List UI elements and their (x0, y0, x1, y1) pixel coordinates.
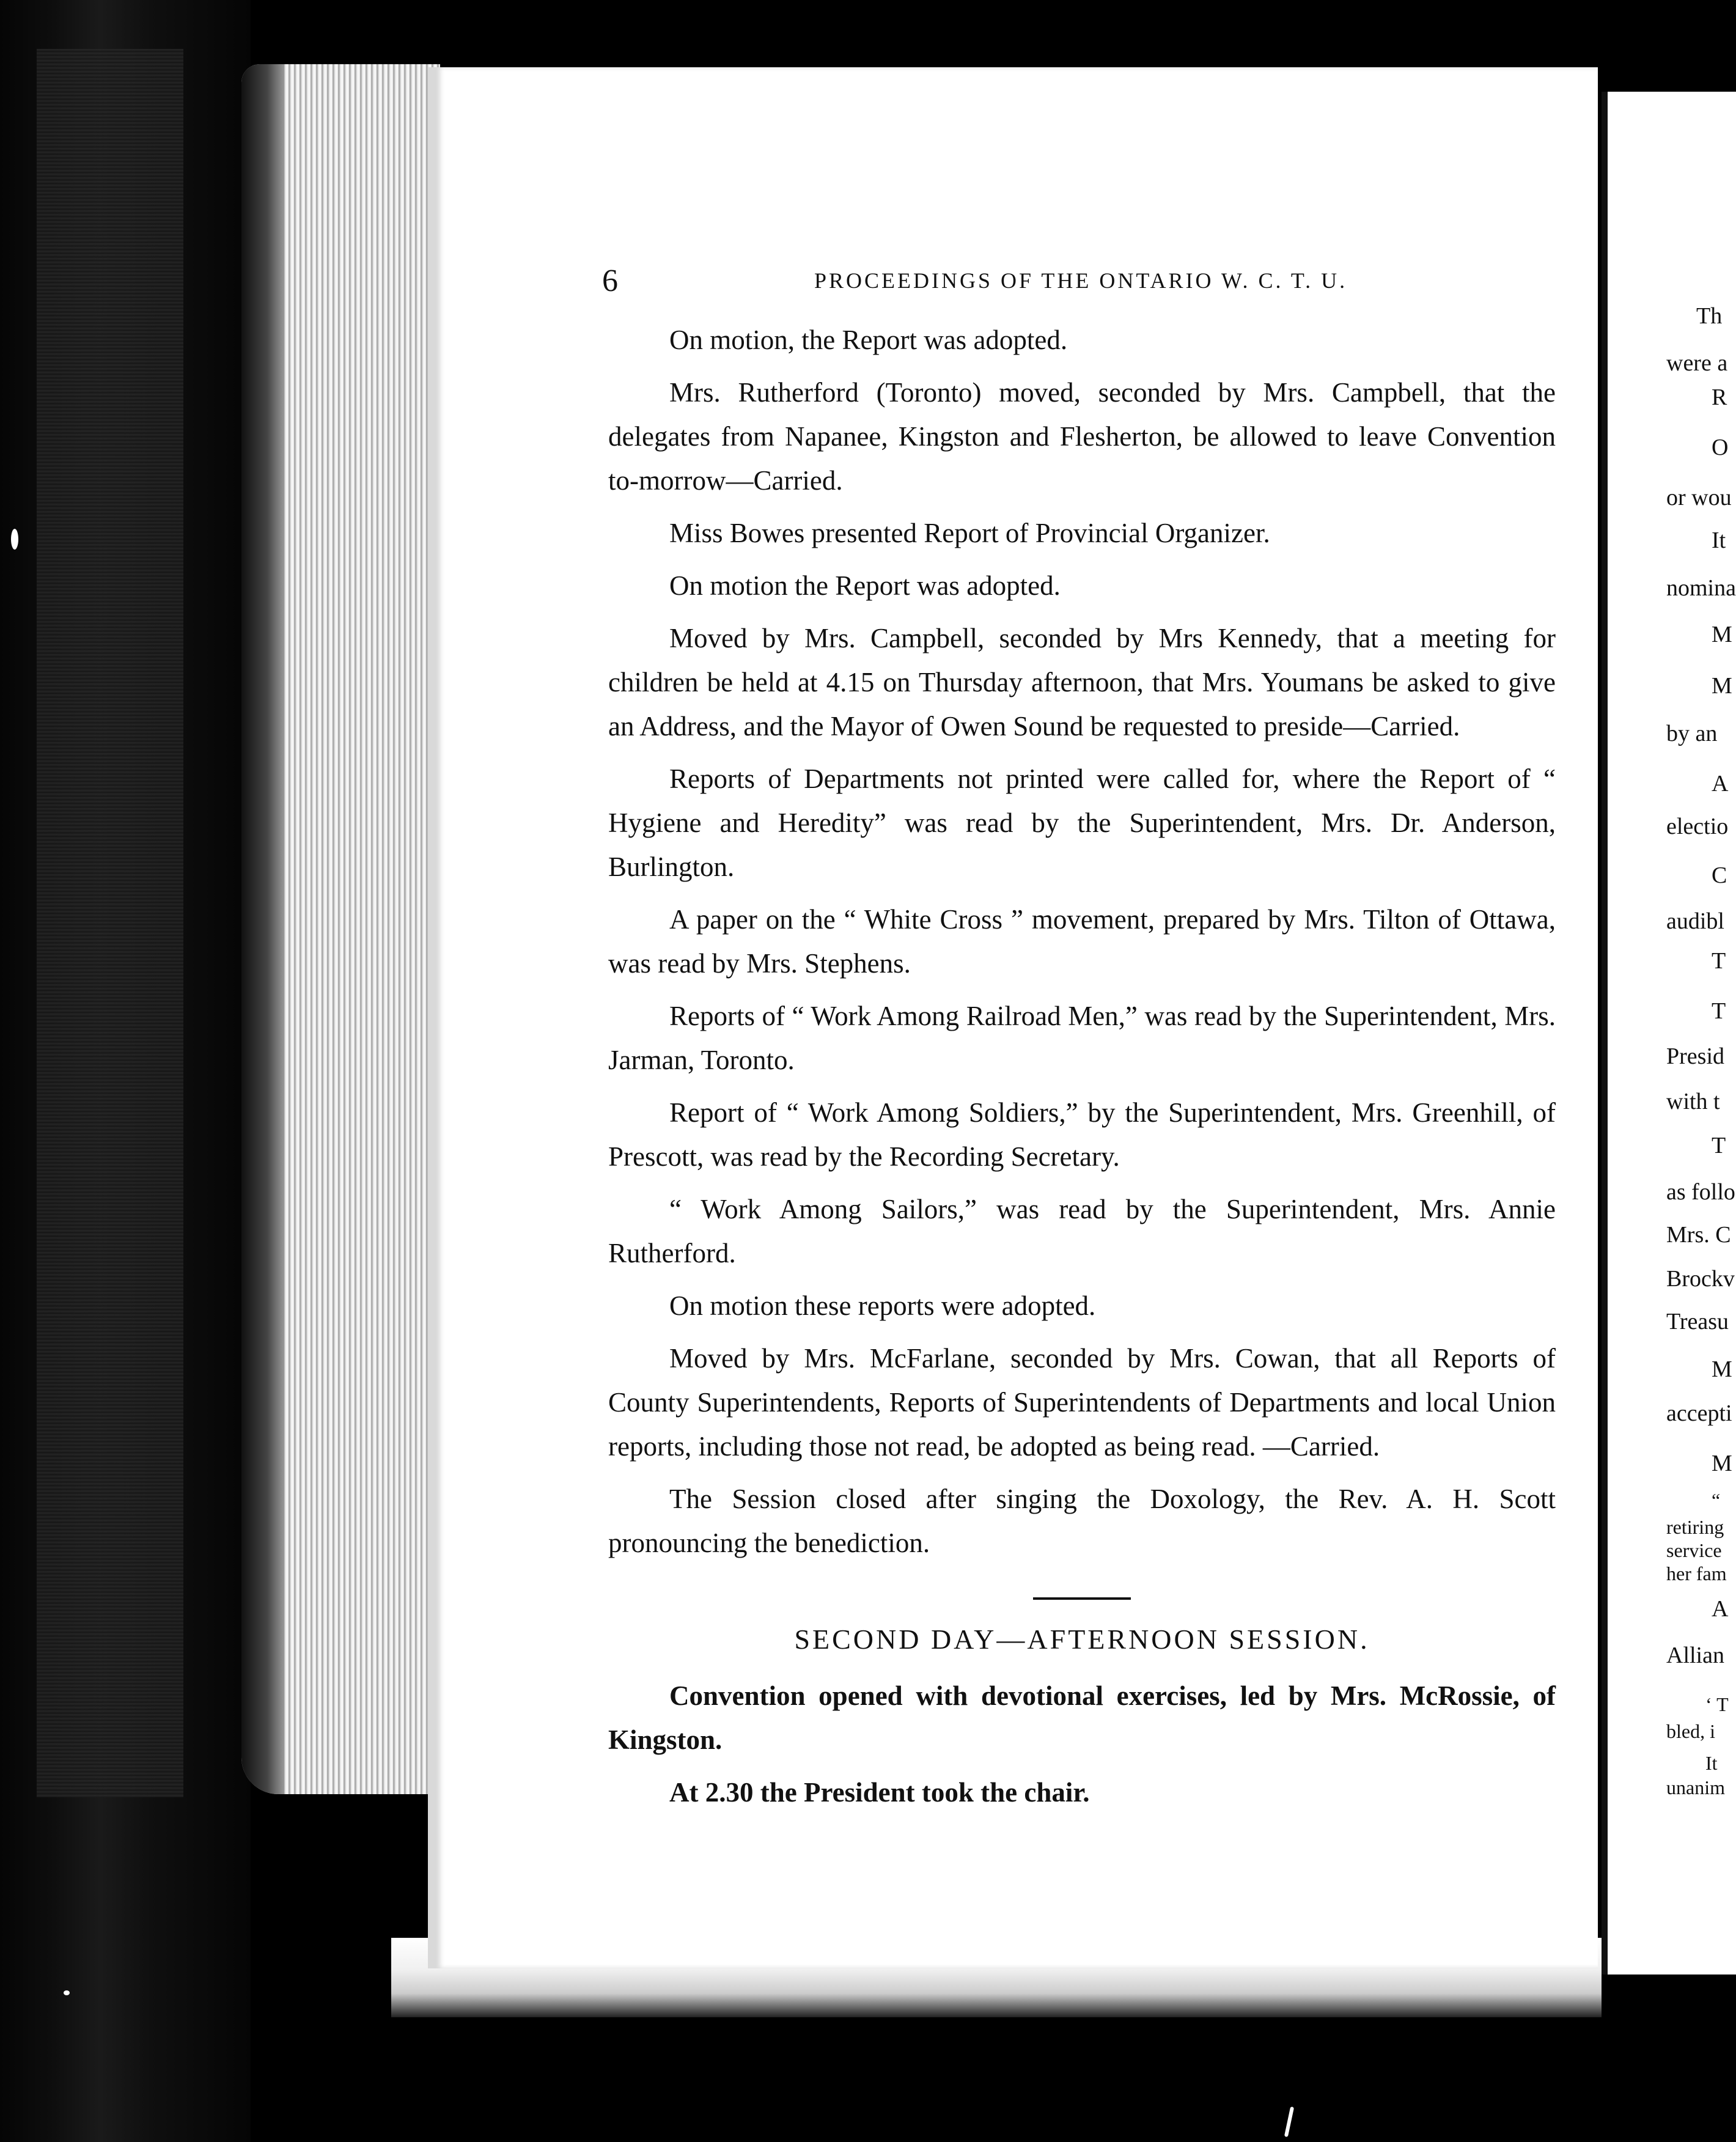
paragraph: At 2.30 the President took the chair. (669, 1777, 1090, 1808)
paragraph: The Session closed after singing the Doxology, the Rev. A. H. Scott pronouncing the benediction. (608, 1484, 1556, 1558)
section-divider (608, 1573, 1556, 1598)
paragraph: On motion the Report was adopted. (669, 570, 1061, 601)
facing-page-fragment: M (1712, 1451, 1732, 1476)
facing-page-fragment: T (1712, 1133, 1726, 1158)
page-header (602, 263, 1348, 297)
facing-page-fragment: Treasu (1666, 1309, 1729, 1334)
paragraph: Reports of Departments not printed were called for, where the Report of “ Hygiene and Heredity” was read by the Superintendent, Mrs. Dr. Anderson, Burlington. (608, 764, 1556, 882)
facing-page-fragment: with t (1666, 1089, 1720, 1114)
section-heading: SECOND DAY—AFTERNOON SESSION. (794, 1624, 1370, 1655)
page-number: 6 (602, 263, 618, 298)
facing-page-fragment: A (1712, 1596, 1729, 1622)
facing-page-fragment: nomina (1666, 575, 1736, 601)
paragraph: On motion, the Report was adopted. (669, 325, 1068, 355)
divider-rule (1033, 1597, 1131, 1600)
paragraph: Moved by Mrs. Campbell, seconded by Mrs Kennedy, that a meeting for children be held at 4.15 on Thursday afternoon, that Mrs. Youmans be asked to give an Address, and the Mayor of Owen Sound be requested to preside—Carried. (608, 623, 1556, 742)
paragraph: Convention opened with devotional exercises, led by Mrs. McRossie, of Kingston. (608, 1680, 1556, 1755)
facing-page-fragment: service (1666, 1539, 1722, 1561)
facing-page-fragment: R (1712, 385, 1727, 410)
facing-page-fragment: audibl (1666, 908, 1724, 934)
paragraph: Reports of “ Work Among Railroad Men,” was read by the Superintendent, Mrs. Jarman, Toronto. (608, 1001, 1556, 1075)
paragraph: Report of “ Work Among Soldiers,” by the Superintendent, Mrs. Greenhill, of Prescott, was read by the Recording Secretary. (608, 1097, 1556, 1172)
facing-page-fragment: It (1705, 1752, 1718, 1774)
facing-page-fragment: O (1712, 435, 1729, 460)
facing-page-fragment: ‘ T (1705, 1693, 1729, 1715)
facing-page-fragment: It (1712, 528, 1726, 553)
facing-page-fragment: bled, i (1666, 1720, 1715, 1742)
paragraph: On motion these reports were adopted. (669, 1290, 1096, 1321)
facing-page-fragment: her fam (1666, 1562, 1727, 1584)
facing-page-fragment: M (1712, 1356, 1732, 1382)
facing-page-fragment: accepti (1666, 1400, 1732, 1426)
facing-page-fragment: M (1712, 622, 1732, 647)
running-head: PROCEEDINGS OF THE ONTARIO W. C. T. U. (814, 268, 1348, 293)
facing-page-fragment: Allian (1666, 1643, 1724, 1668)
paragraph: Miss Bowes presented Report of Provincial Organizer. (669, 518, 1270, 548)
paragraph: “ Work Among Sailors,” was read by the Superintendent, Mrs. Annie Rutherford. (608, 1194, 1556, 1268)
facing-page-fragment: “ (1712, 1489, 1721, 1511)
paragraph: A paper on the “ White Cross ” movement, prepared by Mrs. Tilton of Ottawa, was read by Mrs. Stephens. (608, 904, 1556, 979)
paragraph: Mrs. Rutherford (Toronto) moved, seconded by Mrs. Campbell, that the delegates from Napanee, Kingston and Flesherton, be allowed to leave Convention to-morrow—Carried. (608, 377, 1556, 496)
facing-page (1602, 92, 1736, 1975)
facing-page-fragment: T (1712, 948, 1726, 974)
paragraph: Moved by Mrs. McFarlane, seconded by Mrs. Cowan, that all Reports of County Superintendents, Reports of Superintendents of Departments and local Union reports, including those not read, be adopted as being read. —Carried. (608, 1343, 1556, 1462)
scan-speck (11, 529, 18, 550)
facing-page-fragment: Th (1696, 303, 1723, 329)
facing-page-fragment: retiring (1666, 1516, 1724, 1538)
facing-page-fragment: Mrs. C (1666, 1222, 1731, 1248)
facing-page-fragment: Presid (1666, 1043, 1724, 1069)
facing-page-fragment: M (1712, 673, 1732, 699)
facing-page-fragment: electio (1666, 814, 1729, 839)
book-cloth-edge (37, 49, 183, 1797)
facing-page-fragment: by an (1666, 721, 1718, 746)
facing-page-fragment: or wou (1666, 485, 1732, 510)
facing-page-fragment: T (1712, 998, 1726, 1024)
scan-speck (1284, 2107, 1294, 2137)
facing-page-fragment: C (1712, 863, 1727, 888)
facing-page-fragment: A (1712, 771, 1729, 797)
page-body (608, 318, 1556, 1823)
facing-page-fragment: Brockv (1666, 1266, 1735, 1292)
facing-page-fragment: were a (1666, 350, 1728, 376)
facing-page-fragment: unanim (1666, 1776, 1725, 1798)
page-stack-shadow (241, 64, 284, 1794)
scan-speck (64, 1990, 70, 1995)
facing-page-fragment: as follo (1666, 1179, 1735, 1205)
